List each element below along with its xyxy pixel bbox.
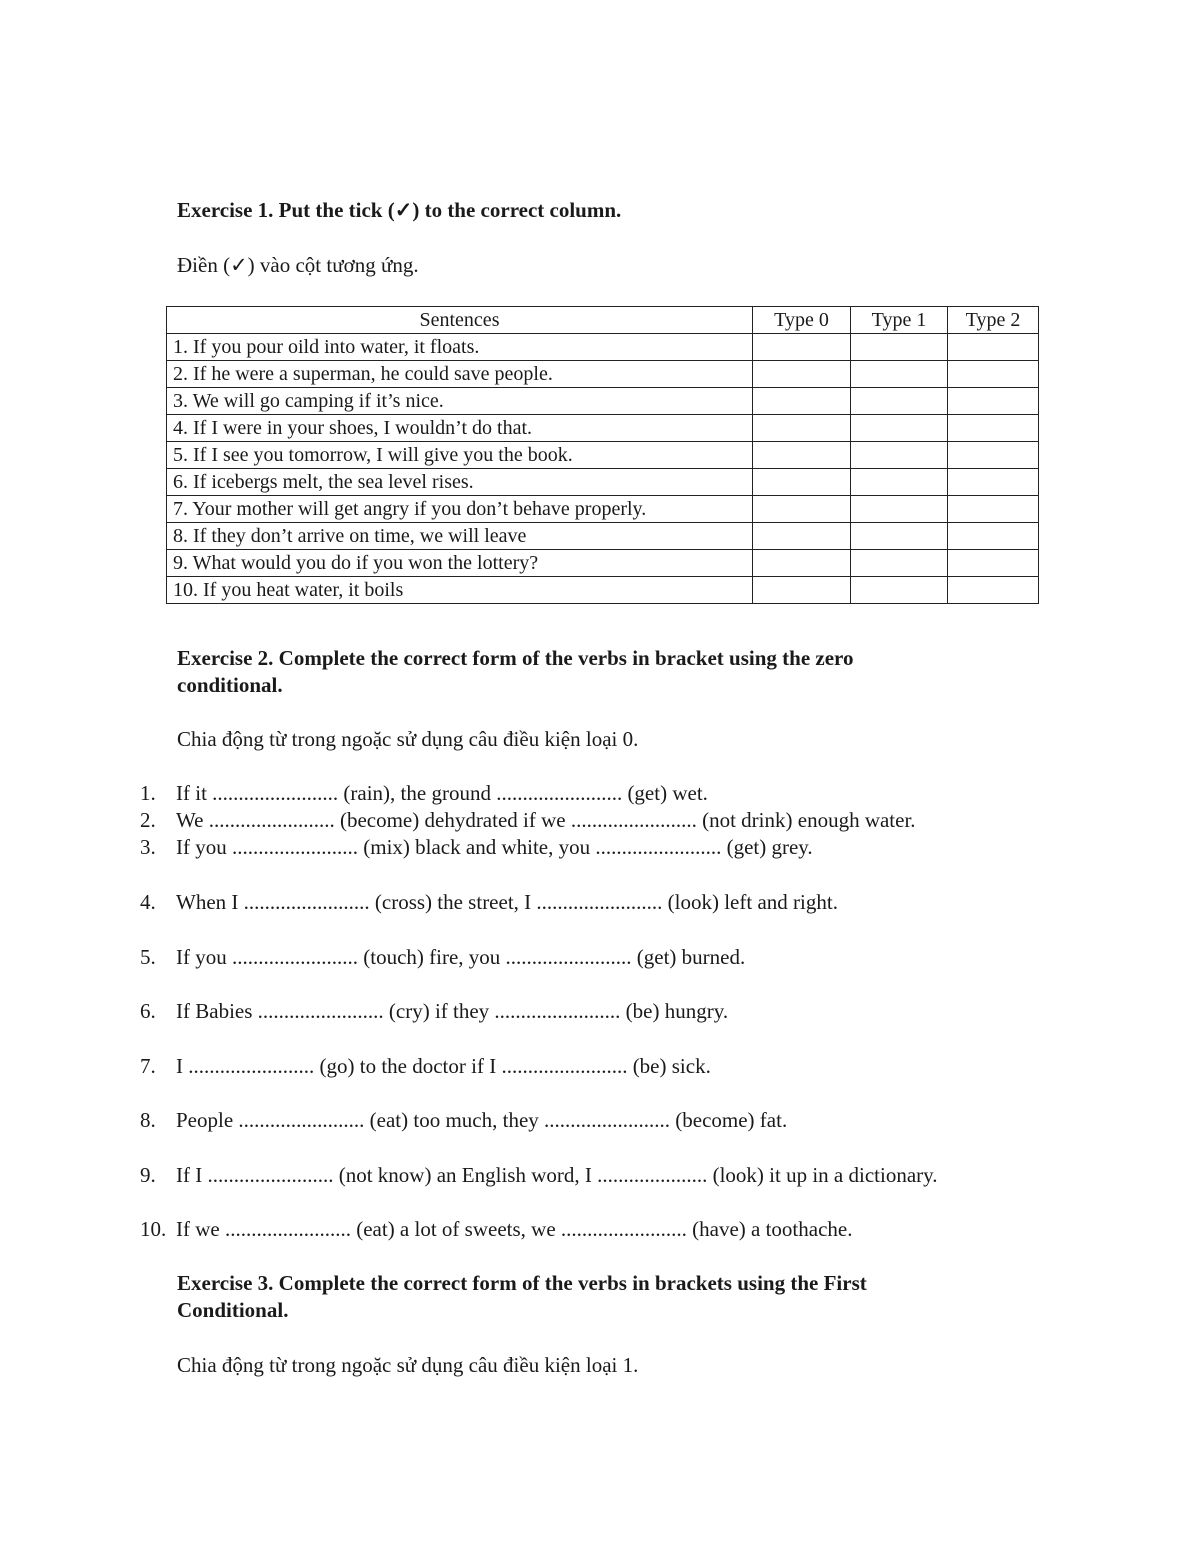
- item-text: If you ........................ (mix) black and white, you ........................ (get) grey.: [176, 835, 813, 859]
- table-row: [167, 523, 1039, 550]
- col-header-type2: Type 2: [948, 307, 1039, 334]
- tick-cell-type1[interactable]: [851, 415, 948, 442]
- exercise3-title-line1: Exercise 3. Complete the correct form of the verbs in brackets using the First: [177, 1271, 867, 1295]
- table-row: [167, 334, 1039, 361]
- item-number: 6.: [140, 999, 156, 1023]
- exercise2-item: [140, 780, 708, 807]
- tick-cell-type1[interactable]: [851, 496, 948, 523]
- col-header-type1: Type 1: [851, 307, 948, 334]
- tick-cell-type0[interactable]: [753, 577, 851, 604]
- sentence-cell: 6. If icebergs melt, the sea level rises.: [167, 469, 753, 496]
- item-text: We ........................ (become) dehydrated if we ........................ (not drink) enough water.: [176, 808, 916, 832]
- item-text: If I ........................ (not know) an English word, I ..................... (look) it up in a dictionary.: [176, 1163, 938, 1187]
- item-number: 7.: [140, 1054, 156, 1078]
- table-row: [167, 469, 1039, 496]
- tick-cell-type2[interactable]: [948, 469, 1039, 496]
- exercise1-title: Exercise 1. Put the tick (✓) to the correct column.: [177, 198, 622, 222]
- tick-cell-type0[interactable]: [753, 415, 851, 442]
- table-header-row: [167, 307, 1039, 334]
- col-header-type0: Type 0: [753, 307, 851, 334]
- exercise2-item: [140, 944, 745, 971]
- item-number: 3.: [140, 835, 156, 859]
- tick-cell-type2[interactable]: [948, 415, 1039, 442]
- item-number: 4.: [140, 890, 156, 914]
- tick-cell-type0[interactable]: [753, 334, 851, 361]
- item-number: 1.: [140, 781, 156, 805]
- sentence-cell: 1. If you pour oild into water, it floats.: [167, 334, 753, 361]
- exercise2-item: [140, 1107, 787, 1134]
- tick-cell-type2[interactable]: [948, 388, 1039, 415]
- exercise3-title-line2: Conditional.: [177, 1298, 289, 1322]
- tick-cell-type2[interactable]: [948, 523, 1039, 550]
- tick-cell-type1[interactable]: [851, 361, 948, 388]
- sentence-cell: 4. If I were in your shoes, I wouldn’t do that.: [167, 415, 753, 442]
- exercise3-instruction: Chia động từ trong ngoặc sử dụng câu điều kiện loại 1.: [177, 1353, 639, 1377]
- tick-cell-type2[interactable]: [948, 577, 1039, 604]
- tick-cell-type2[interactable]: [948, 496, 1039, 523]
- item-number: 5.: [140, 945, 156, 969]
- table-row: [167, 361, 1039, 388]
- sentence-cell: 5. If I see you tomorrow, I will give you the book.: [167, 442, 753, 469]
- tick-cell-type0[interactable]: [753, 496, 851, 523]
- table-row: [167, 415, 1039, 442]
- exercise2-item: [140, 998, 728, 1025]
- table-row: [167, 496, 1039, 523]
- sentence-cell: 9. What would you do if you won the lottery?: [167, 550, 753, 577]
- sentence-cell: 8. If they don’t arrive on time, we will leave: [167, 523, 753, 550]
- item-number: 9.: [140, 1163, 156, 1187]
- tick-cell-type1[interactable]: [851, 442, 948, 469]
- exercise2-item: [140, 889, 838, 916]
- tick-cell-type0[interactable]: [753, 550, 851, 577]
- exercise1-instruction: Điền (✓) vào cột tương ứng.: [177, 253, 419, 277]
- exercise1-table: [166, 306, 1039, 604]
- table-row: [167, 388, 1039, 415]
- sentence-cell: 3. We will go camping if it’s nice.: [167, 388, 753, 415]
- item-text: People ........................ (eat) too much, they ........................ (become) fat.: [176, 1108, 788, 1132]
- item-text: When I ........................ (cross) the street, I ........................ (look) left and right.: [176, 890, 838, 914]
- tick-cell-type2[interactable]: [948, 442, 1039, 469]
- tick-cell-type0[interactable]: [753, 388, 851, 415]
- sentence-cell: 7. Your mother will get angry if you don’t behave properly.: [167, 496, 753, 523]
- item-number: 2.: [140, 808, 156, 832]
- tick-cell-type1[interactable]: [851, 334, 948, 361]
- table-row: [167, 577, 1039, 604]
- item-text: If it ........................ (rain), the ground ........................ (get) wet.: [176, 781, 708, 805]
- exercise2-instruction: Chia động từ trong ngoặc sử dụng câu điều kiện loại 0.: [177, 727, 639, 751]
- exercise2-title-line2: conditional.: [177, 673, 283, 697]
- tick-cell-type1[interactable]: [851, 550, 948, 577]
- tick-cell-type0[interactable]: [753, 469, 851, 496]
- item-number: 10.: [140, 1217, 167, 1241]
- sentence-cell: 10. If you heat water, it boils: [167, 577, 753, 604]
- item-text: I ........................ (go) to the doctor if I ........................ (be) sick.: [176, 1054, 711, 1078]
- item-number: 8.: [140, 1108, 156, 1132]
- exercise2-item: [140, 834, 813, 861]
- tick-cell-type1[interactable]: [851, 577, 948, 604]
- col-header-sentences: Sentences: [167, 307, 753, 334]
- tick-cell-type0[interactable]: [753, 361, 851, 388]
- tick-cell-type2[interactable]: [948, 334, 1039, 361]
- tick-cell-type1[interactable]: [851, 388, 948, 415]
- tick-cell-type2[interactable]: [948, 361, 1039, 388]
- tick-cell-type1[interactable]: [851, 469, 948, 496]
- item-text: If you ........................ (touch) fire, you ........................ (get) burned.: [176, 945, 746, 969]
- exercise2-title-line1: Exercise 2. Complete the correct form of the verbs in bracket using the zero: [177, 646, 854, 670]
- exercise2-item: [140, 1053, 711, 1080]
- exercise2-item: [140, 1216, 852, 1243]
- table-row: [167, 550, 1039, 577]
- item-text: If Babies ........................ (cry) if they ........................ (be) hungry.: [176, 999, 729, 1023]
- tick-cell-type0[interactable]: [753, 442, 851, 469]
- table-row: [167, 442, 1039, 469]
- exercise2-item: [140, 1162, 938, 1189]
- tick-cell-type2[interactable]: [948, 550, 1039, 577]
- tick-cell-type0[interactable]: [753, 523, 851, 550]
- tick-cell-type1[interactable]: [851, 523, 948, 550]
- item-text: If we ........................ (eat) a lot of sweets, we ........................ (have) a toothache.: [176, 1217, 853, 1241]
- exercise2-item: [140, 807, 916, 834]
- sentence-cell: 2. If he were a superman, he could save people.: [167, 361, 753, 388]
